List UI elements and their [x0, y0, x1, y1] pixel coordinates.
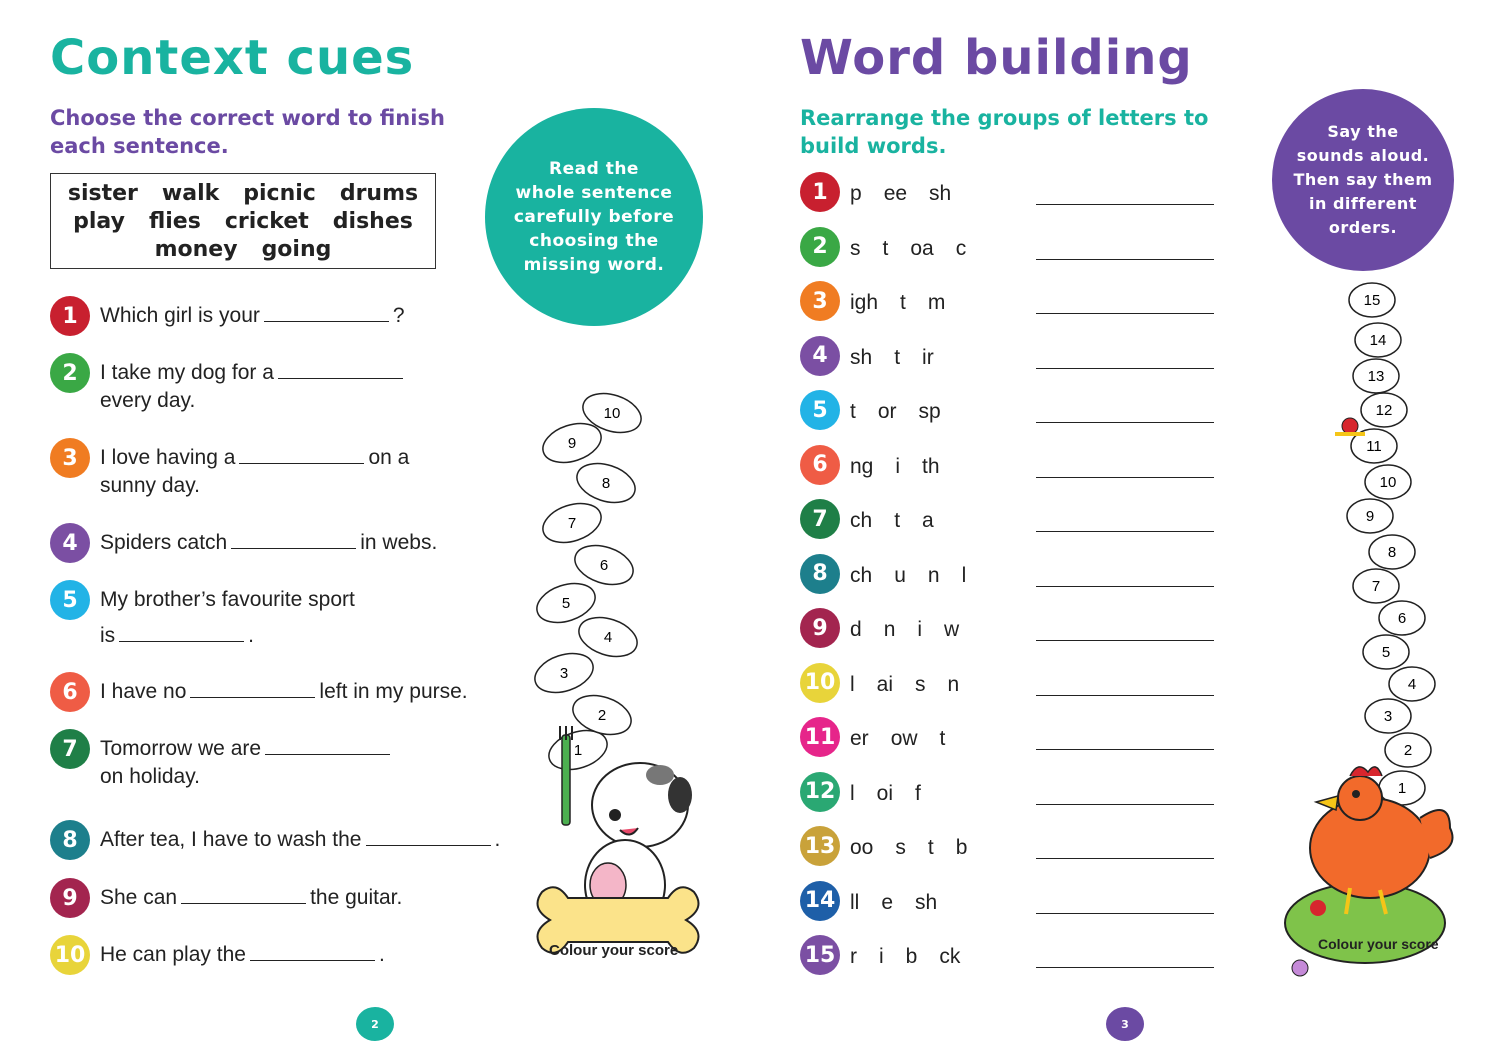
letter-groups: [850, 237, 966, 261]
stepping-stone-number: 6: [1397, 610, 1407, 627]
item-number-badge: 3: [800, 281, 840, 321]
word-bank-word: drums: [339, 181, 419, 206]
tip-line: missing word.: [523, 255, 665, 275]
question-text: [100, 884, 402, 912]
stepping-stone: [1355, 323, 1401, 357]
letter-group: n: [883, 618, 896, 641]
question-text-start: After tea, I have to wash the: [100, 828, 362, 851]
letter-groups: [850, 727, 945, 751]
sausage-stone-number: 7: [567, 515, 577, 532]
question-text: [100, 529, 437, 557]
stepping-stone-number: 8: [1387, 544, 1397, 561]
letter-group: er: [850, 727, 869, 750]
question-text-end: ?: [392, 304, 405, 327]
question-text-start: I have no: [100, 680, 187, 703]
word-bank-word: money: [154, 237, 238, 262]
item-number-badge: 9: [800, 608, 840, 648]
question-text-end: .: [494, 828, 501, 851]
letter-group: b: [905, 945, 918, 968]
tip-line: carefully before: [513, 207, 675, 227]
letter-group: t: [927, 836, 934, 859]
item-number-badge: 7: [800, 499, 840, 539]
question-text-end: left in my purse.: [319, 680, 468, 703]
letter-group: l: [850, 672, 855, 696]
stepping-stone: [1389, 667, 1435, 701]
answer-line[interactable]: [1036, 422, 1214, 423]
letter-group: l: [961, 563, 967, 587]
letter-group: i: [879, 945, 884, 968]
question-text: [100, 826, 500, 854]
letter-group: ow: [890, 727, 918, 750]
stepping-stone-number: 11: [1366, 438, 1382, 455]
letter-groups: [850, 509, 934, 533]
question-text-continued: on holiday.: [100, 765, 201, 788]
colour-your-score-label: Colour your score: [1318, 936, 1439, 952]
item-number-badge: 10: [800, 663, 840, 703]
page-number: 3: [1106, 1007, 1144, 1041]
instructions-line-2: each sentence.: [50, 134, 229, 158]
answer-line[interactable]: [1036, 858, 1214, 859]
answer-line[interactable]: [1036, 586, 1214, 587]
answer-blank[interactable]: [250, 942, 375, 961]
stepping-stone-number: 9: [1365, 508, 1375, 525]
letter-group: d: [850, 618, 862, 641]
question-text-continued: is: [100, 624, 116, 647]
tip-line: choosing the: [529, 231, 659, 251]
letter-group: n: [947, 672, 960, 696]
answer-blank[interactable]: [181, 885, 306, 904]
sausage-stone-number: 5: [561, 595, 571, 612]
question-text: [100, 302, 405, 330]
instructions-line-2: build words.: [800, 134, 947, 158]
stepping-stone-number: 13: [1367, 368, 1385, 385]
stepping-stones-illustration: [1280, 278, 1470, 988]
question-text-start: She can: [100, 886, 178, 909]
stepping-stone: [1361, 393, 1407, 427]
answer-blank[interactable]: [190, 679, 315, 698]
item-number-badge: 8: [800, 554, 840, 594]
tip-line: Say the: [1327, 122, 1399, 141]
letter-group: ck: [939, 945, 961, 968]
word-bank-word: picnic: [243, 181, 316, 206]
letter-group: ch: [850, 563, 873, 587]
answer-line[interactable]: [1036, 967, 1214, 968]
question-number-badge: 9: [50, 878, 90, 918]
answer-line[interactable]: [1036, 640, 1214, 641]
answer-blank[interactable]: [265, 736, 390, 755]
question-number-badge: 10: [50, 935, 90, 975]
letter-group: ch: [850, 509, 873, 532]
stepping-stone: [1385, 733, 1431, 767]
sausage-stone-number: 1: [573, 742, 583, 759]
tip-line: sounds aloud.: [1296, 146, 1430, 165]
answer-blank[interactable]: [264, 303, 389, 322]
answer-line[interactable]: [1036, 749, 1214, 750]
stepping-stone: [1353, 359, 1399, 393]
stepping-stone-number: 2: [1403, 742, 1413, 759]
word-bank: [50, 173, 436, 269]
letter-groups: [850, 455, 940, 479]
word-bank-word: play: [73, 209, 125, 234]
tip-line: whole sentence: [515, 183, 673, 203]
letter-group: u: [894, 563, 906, 587]
word-bank-word: going: [261, 237, 332, 262]
letter-group: ai: [876, 672, 894, 696]
question-number-badge: 8: [50, 820, 90, 860]
tip-line: Read the: [549, 159, 639, 179]
question-number-badge: 6: [50, 672, 90, 712]
instructions: [50, 104, 445, 160]
stepping-stone-number: 15: [1363, 292, 1381, 309]
question-number-badge: 5: [50, 580, 90, 620]
letter-groups: [850, 782, 921, 806]
item-number-badge: 2: [800, 227, 840, 267]
question-text: [100, 941, 385, 969]
letter-group: c: [955, 236, 967, 260]
answer-line[interactable]: [1036, 913, 1214, 914]
letter-group: t: [894, 345, 901, 369]
sausage-stack-illustration: [520, 375, 710, 985]
tip-line: in different: [1309, 194, 1417, 213]
word-bank-word: dishes: [332, 209, 413, 234]
question-text-start: Spiders catch: [100, 531, 228, 554]
stepping-stone-number: 5: [1381, 644, 1391, 661]
question-number-badge: 7: [50, 729, 90, 769]
stepping-stone-number: 10: [1379, 474, 1397, 491]
letter-groups: [850, 945, 960, 969]
colour-your-score-label: Colour your score: [549, 942, 679, 959]
question-text-end: .: [378, 943, 385, 966]
letter-group: i: [895, 454, 901, 478]
item-number-badge: 14: [800, 881, 840, 921]
word-bank-word: sister: [67, 181, 138, 206]
answer-line[interactable]: [1036, 259, 1214, 260]
question-number-badge: 2: [50, 353, 90, 393]
question-text-end: the guitar.: [310, 886, 403, 909]
letter-group: m: [927, 291, 946, 314]
instructions-line-1: Rearrange the groups of letters to: [800, 106, 1209, 130]
letter-group: or: [877, 400, 897, 423]
letter-group: r: [850, 945, 857, 968]
stepping-stone: [1353, 569, 1399, 603]
item-number-badge: 1: [800, 172, 840, 212]
sausage-stone: [530, 647, 598, 700]
stepping-stone: [1369, 535, 1415, 569]
letter-groups: [850, 346, 934, 370]
letter-groups: [850, 564, 966, 588]
letter-group: t: [894, 509, 901, 532]
letter-group: s: [850, 236, 861, 260]
sausage-stone-number: 3: [559, 665, 569, 682]
question-text-continued: every day.: [100, 389, 196, 412]
item-number-badge: 5: [800, 390, 840, 430]
answer-line[interactable]: [1036, 477, 1214, 478]
question-text: [100, 444, 409, 500]
letter-groups: [850, 400, 941, 424]
tip-line: orders.: [1328, 218, 1398, 237]
answer-line[interactable]: [1036, 695, 1214, 696]
page-number: 2: [356, 1007, 394, 1041]
letter-group: sh: [915, 890, 938, 914]
letter-group: ee: [883, 182, 908, 205]
question-text: [100, 735, 394, 791]
answer-blank[interactable]: [366, 827, 491, 846]
stepping-stone: [1379, 601, 1425, 635]
question-text-start: He can play the: [100, 943, 246, 966]
stepping-stone: [1349, 283, 1395, 317]
letter-group: ir: [922, 345, 934, 369]
letter-groups: [850, 618, 959, 642]
letter-group: e: [881, 890, 894, 914]
letter-group: ll: [850, 890, 860, 914]
question-number-badge: 4: [50, 523, 90, 563]
sausage-stone: [572, 457, 640, 510]
question-text-start: My brother’s favourite sport: [100, 588, 355, 611]
letter-group: t: [882, 236, 889, 260]
page-title-word-building: Word building: [800, 30, 1193, 86]
letter-group: a: [922, 509, 934, 532]
letter-group: i: [917, 618, 923, 641]
question-number-badge: 1: [50, 296, 90, 336]
letter-group: igh: [850, 291, 879, 314]
stepping-stone: [1363, 635, 1409, 669]
stepping-stone-number: 14: [1369, 332, 1387, 349]
question-text: [100, 359, 407, 415]
word-bank-word: cricket: [224, 209, 309, 234]
letter-group: b: [955, 836, 968, 859]
question-text: [100, 586, 355, 650]
letter-group: s: [915, 672, 926, 696]
letter-group: n: [927, 563, 940, 587]
stepping-stone: [1365, 465, 1411, 499]
letter-groups: [850, 673, 959, 697]
instructions: [800, 104, 1208, 160]
tip-line: Then say them: [1293, 170, 1433, 189]
letter-group: p: [850, 182, 862, 205]
sausage-stone-number: 9: [567, 435, 577, 452]
answer-line[interactable]: [1036, 531, 1214, 532]
word-bank-word: walk: [161, 181, 220, 206]
question-text-start: Tomorrow we are: [100, 737, 262, 760]
question-number-badge: 3: [50, 438, 90, 478]
letter-group: t: [850, 400, 856, 423]
letter-group: sp: [918, 400, 941, 423]
letter-group: ng: [850, 454, 874, 478]
page-title-context-cues: Context cues: [50, 30, 415, 86]
letter-groups: [850, 836, 967, 860]
answer-line[interactable]: [1036, 313, 1214, 314]
answer-line[interactable]: [1036, 204, 1214, 205]
stepping-stone-number: 12: [1375, 402, 1393, 419]
stepping-stone-number: 7: [1371, 578, 1381, 595]
question-text-start: I love having a: [100, 446, 236, 469]
item-number-badge: 4: [800, 336, 840, 376]
letter-group: s: [895, 836, 906, 859]
question-text-start: Which girl is your: [100, 304, 260, 327]
word-bank-word: flies: [148, 209, 201, 234]
answer-blank[interactable]: [231, 530, 356, 549]
letter-group: sh: [929, 182, 952, 205]
question-period: .: [248, 624, 255, 647]
item-number-badge: 12: [800, 772, 840, 812]
question-text-continued: sunny day.: [100, 474, 201, 497]
question-text-end: on a: [368, 446, 410, 469]
sausage-stone-number: 8: [601, 475, 611, 492]
sausage-stone-number: 2: [597, 707, 607, 724]
item-number-badge: 6: [800, 445, 840, 485]
letter-group: th: [922, 454, 940, 478]
letter-group: sh: [850, 345, 873, 369]
stepping-stone-number: 1: [1397, 780, 1407, 797]
stepping-stone-number: 4: [1407, 676, 1417, 693]
item-number-badge: 11: [800, 717, 840, 757]
item-number-badge: 13: [800, 826, 840, 866]
letter-group: oa: [910, 236, 934, 260]
letter-group: oi: [876, 781, 894, 805]
letter-group: f: [915, 781, 921, 805]
letter-group: oo: [850, 836, 874, 859]
letter-groups: [850, 891, 937, 915]
question-text: [100, 678, 468, 706]
question-text-start: I take my dog for a: [100, 361, 274, 384]
sausage-stone-number: 4: [603, 629, 613, 646]
instructions-line-1: Choose the correct word to finish: [50, 106, 445, 130]
answer-line[interactable]: [1036, 368, 1214, 369]
letter-groups: [850, 291, 945, 315]
stepping-stone: [1365, 699, 1411, 733]
tip-bubble: [485, 108, 703, 326]
stepping-stone: [1347, 499, 1393, 533]
answer-blank[interactable]: [278, 360, 403, 379]
answer-line[interactable]: [1036, 804, 1214, 805]
sausage-stone-number: 6: [599, 557, 609, 574]
question-text-end: in webs.: [360, 531, 438, 554]
answer-blank[interactable]: [239, 445, 364, 464]
item-number-badge: 15: [800, 935, 840, 975]
letter-group: t: [900, 291, 906, 314]
sausage-stone: [538, 497, 606, 550]
letter-group: w: [944, 618, 960, 641]
tip-bubble: [1272, 89, 1454, 271]
letter-group: t: [939, 727, 946, 750]
stepping-stone-number: 3: [1383, 708, 1393, 725]
letter-groups: [850, 182, 951, 206]
letter-group: l: [850, 781, 855, 805]
answer-blank[interactable]: [119, 623, 244, 642]
sausage-stone-number: 10: [603, 405, 621, 422]
